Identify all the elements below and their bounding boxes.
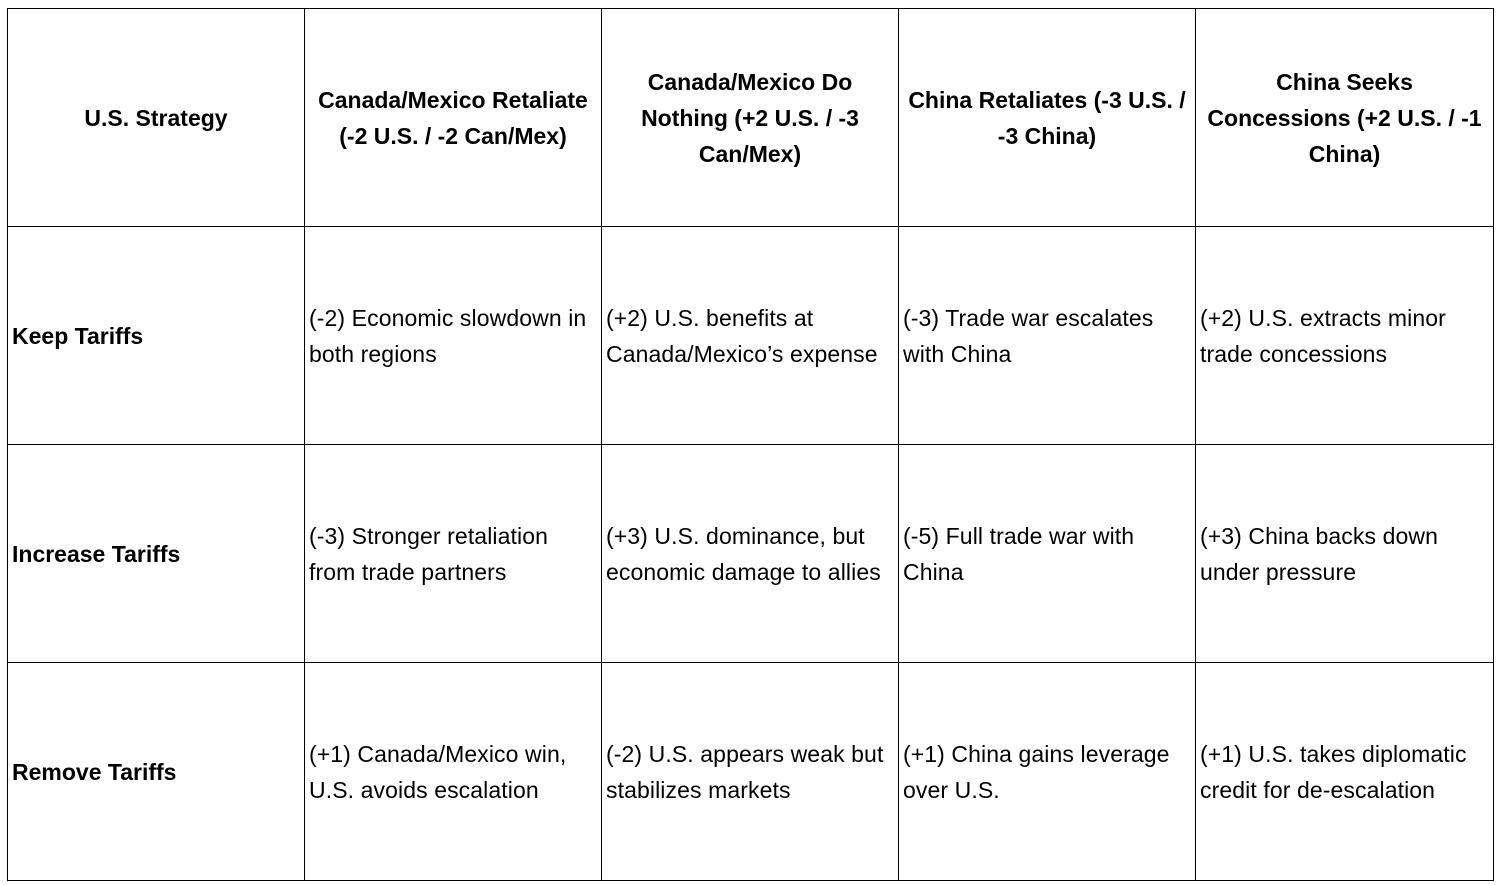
- header-canada-mexico-do-nothing: Canada/Mexico Do Nothing (+2 U.S. / -3 Can/Mex): [602, 9, 899, 227]
- table-cell: (+3) U.S. dominance, but economic damage to allies: [602, 445, 899, 663]
- table-row: [8, 445, 1494, 663]
- row-label-keep-tariffs: Keep Tariffs: [8, 227, 305, 445]
- row-label-remove-tariffs: Remove Tariffs: [8, 663, 305, 881]
- header-china-seeks-concessions: China Seeks Concessions (+2 U.S. / -1 China): [1196, 9, 1494, 227]
- table-cell: (-5) Full trade war with China: [899, 445, 1196, 663]
- table-cell: (+1) Canada/Mexico win, U.S. avoids escalation: [305, 663, 602, 881]
- header-china-retaliates: China Retaliates (-3 U.S. / -3 China): [899, 9, 1196, 227]
- table-cell: (-3) Stronger retaliation from trade partners: [305, 445, 602, 663]
- header-canada-mexico-retaliate: Canada/Mexico Retaliate (-2 U.S. / -2 Can/Mex): [305, 9, 602, 227]
- table-cell: (-3) Trade war escalates with China: [899, 227, 1196, 445]
- table-cell: (+3) China backs down under pressure: [1196, 445, 1494, 663]
- table-cell: (+2) U.S. extracts minor trade concessions: [1196, 227, 1494, 445]
- table-row: [8, 227, 1494, 445]
- header-row: [8, 9, 1494, 227]
- row-label-increase-tariffs: Increase Tariffs: [8, 445, 305, 663]
- table-cell: (-2) Economic slowdown in both regions: [305, 227, 602, 445]
- payoff-matrix-table: [7, 8, 1494, 881]
- table-cell: (+1) U.S. takes diplomatic credit for de-escalation: [1196, 663, 1494, 881]
- header-us-strategy: U.S. Strategy: [8, 9, 305, 227]
- table-cell: (+1) China gains leverage over U.S.: [899, 663, 1196, 881]
- table-cell: (+2) U.S. benefits at Canada/Mexico’s expense: [602, 227, 899, 445]
- table-row: [8, 663, 1494, 881]
- table-cell: (-2) U.S. appears weak but stabilizes markets: [602, 663, 899, 881]
